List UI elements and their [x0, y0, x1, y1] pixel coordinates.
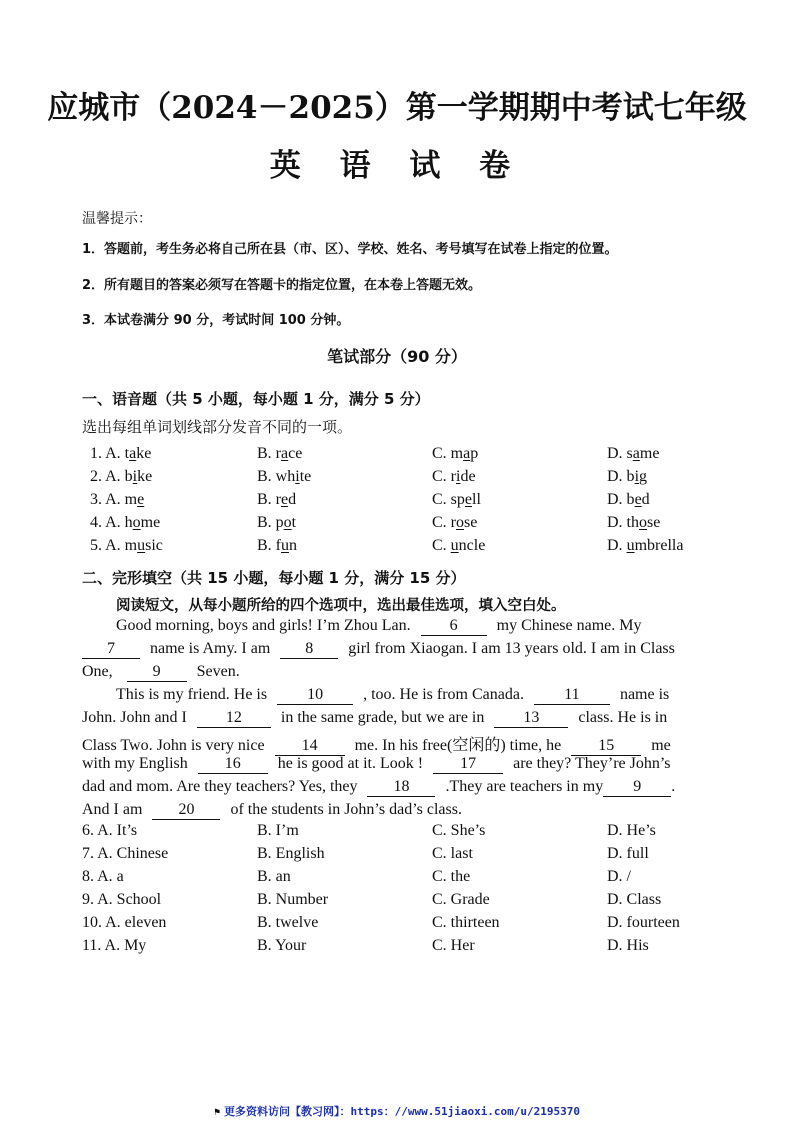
option-item: C. She’s [432, 822, 486, 839]
phonics-option: B. pot [257, 514, 297, 531]
passage-line: with my English 16 he is good at it. Look ! 17 are they? They’re John’s [82, 755, 671, 772]
passage-line: dad and mom. Are they teachers? Yes, they 18 .They are teachers in my 9 . [82, 778, 676, 795]
option-item: 11. A. My [82, 937, 147, 954]
phonics-row [0, 491, 794, 513]
passage-line: And I am 20 of the students in John’s dad’s class. [82, 801, 462, 818]
option-row [0, 891, 794, 913]
phonics-option: B. race [257, 445, 303, 462]
phonics-option: D. umbrella [607, 537, 684, 554]
option-item: C. Grade [432, 891, 490, 908]
blank-20: 20 [152, 802, 220, 820]
phonics-option: C. rose [432, 514, 478, 531]
option-row [0, 845, 794, 867]
phonics-option: C. ride [432, 468, 476, 485]
passage-line: Good morning, boys and girls! I’m Zhou Lan. 6 my Chinese name. My [116, 617, 642, 634]
passage-line: 7 name is Amy. I am 8 girl from Xiaogan. I am 13 years old. I am in Class [82, 640, 675, 659]
tips-heading: 温馨提示： [82, 211, 152, 227]
phonics-row [0, 537, 794, 559]
option-row [0, 914, 794, 936]
passage-line: Class Two. John is very nice 14 me. In his free(空闲的) time, he 15 me [82, 737, 671, 754]
passage-line: One, 9 Seven. [82, 663, 240, 680]
phonics-option: C. map [432, 445, 479, 462]
exam-subtitle: 英 语 试 卷 [269, 148, 525, 184]
blank-16: 16 [198, 756, 268, 774]
phonics-option: 1. A. take [90, 445, 152, 462]
written-section-title: 笔试部分（90 分） [327, 347, 467, 366]
tip-3: 3．本试卷满分 90 分，考试时间 100 分钟。 [82, 313, 350, 328]
option-item: D. Class [607, 891, 662, 908]
option-item: 10. A. eleven [82, 914, 167, 931]
option-item: D. His [607, 937, 649, 954]
phonics-option: 3. A. me [90, 491, 145, 508]
part2-heading: 二、完形填空（共 15 小题，每小题 1 分，满分 15 分） [82, 569, 466, 587]
blank-17: 17 [433, 756, 503, 774]
option-row [0, 868, 794, 890]
option-row [0, 937, 794, 959]
blank-9: 9 [127, 664, 187, 682]
blank-10: 10 [277, 687, 353, 705]
option-item: D. fourteen [607, 914, 680, 931]
option-item: C. thirteen [432, 914, 500, 931]
phonics-option: D. bed [607, 491, 650, 508]
passage-line: John. John and I 12 in the same grade, but we are in 13 class. He is in [82, 709, 668, 726]
blank-15: 15 [571, 738, 641, 756]
phonics-option: D. big [607, 468, 648, 485]
phonics-option: 4. A. home [90, 514, 161, 531]
tip-1: 1．答题前，考生务必将自己所在县（市、区）、学校、姓名、考号填写在试卷上指定的位置。 [82, 242, 618, 257]
option-item: B. Your [257, 937, 307, 954]
blank-11: 11 [534, 687, 610, 705]
phonics-option: 5. A. music [90, 537, 163, 554]
phonics-row [0, 468, 794, 490]
blank-8: 8 [280, 641, 338, 659]
flag-icon: ⚑ [213, 1107, 220, 1118]
blank-14: 14 [275, 738, 345, 756]
exam-title: 应城市（2024－2025）第一学期期中考试七年级 [47, 90, 747, 126]
option-item: D. / [607, 868, 631, 885]
phonics-option: C. spell [432, 491, 481, 508]
tip-2: 2．所有题目的答案必须写在答题卡的指定位置，在本卷上答题无效。 [82, 278, 482, 293]
option-item: B. Number [257, 891, 329, 908]
blank-18: 18 [367, 779, 435, 797]
phonics-option: D. those [607, 514, 661, 531]
option-item: 8. A. a [82, 868, 124, 885]
phonics-option: D. same [607, 445, 660, 462]
option-item: B. I’m [257, 822, 299, 839]
footer-link[interactable]: ⚑ 更多资料访问【教习网】：https：//www.51jiaoxi.com/u/2195370 [213, 1105, 581, 1118]
option-item: C. Her [432, 937, 475, 954]
blank-13: 13 [494, 710, 568, 728]
option-item: 7. A. Chinese [82, 845, 169, 862]
phonics-option: B. red [257, 491, 297, 508]
phonics-option: B. fun [257, 537, 297, 554]
option-item: 6. A. It’s [82, 822, 138, 839]
option-item: B. twelve [257, 914, 319, 931]
blank-6: 6 [421, 618, 487, 636]
blank-12: 12 [197, 710, 271, 728]
passage-line: This is my friend. He is 10 , too. He is from Canada. 11 name is [116, 686, 670, 703]
option-item: B. English [257, 845, 325, 862]
phonics-row [0, 445, 794, 467]
phonics-option: C. uncle [432, 537, 486, 554]
blank-7: 7 [82, 641, 140, 659]
option-item: 9. A. School [82, 891, 162, 908]
option-item: D. He’s [607, 822, 656, 839]
option-item: B. an [257, 868, 291, 885]
part1-heading: 一、语音题（共 5 小题，每小题 1 分，满分 5 分） [82, 390, 430, 408]
option-row [0, 822, 794, 844]
option-item: D. full [607, 845, 649, 862]
phonics-option: B. white [257, 468, 312, 485]
part1-instruction: 选出每组单词划线部分发音不同的一项。 [82, 418, 353, 436]
option-item: C. the [432, 868, 471, 885]
blank-9-repeat: 9 [603, 779, 671, 797]
option-item: C. last [432, 845, 473, 862]
part2-instruction: 阅读短文，从每小题所给的四个选项中，选出最佳选项，填入空白处。 [116, 598, 566, 614]
phonics-row [0, 514, 794, 536]
phonics-option: 2. A. bike [90, 468, 153, 485]
